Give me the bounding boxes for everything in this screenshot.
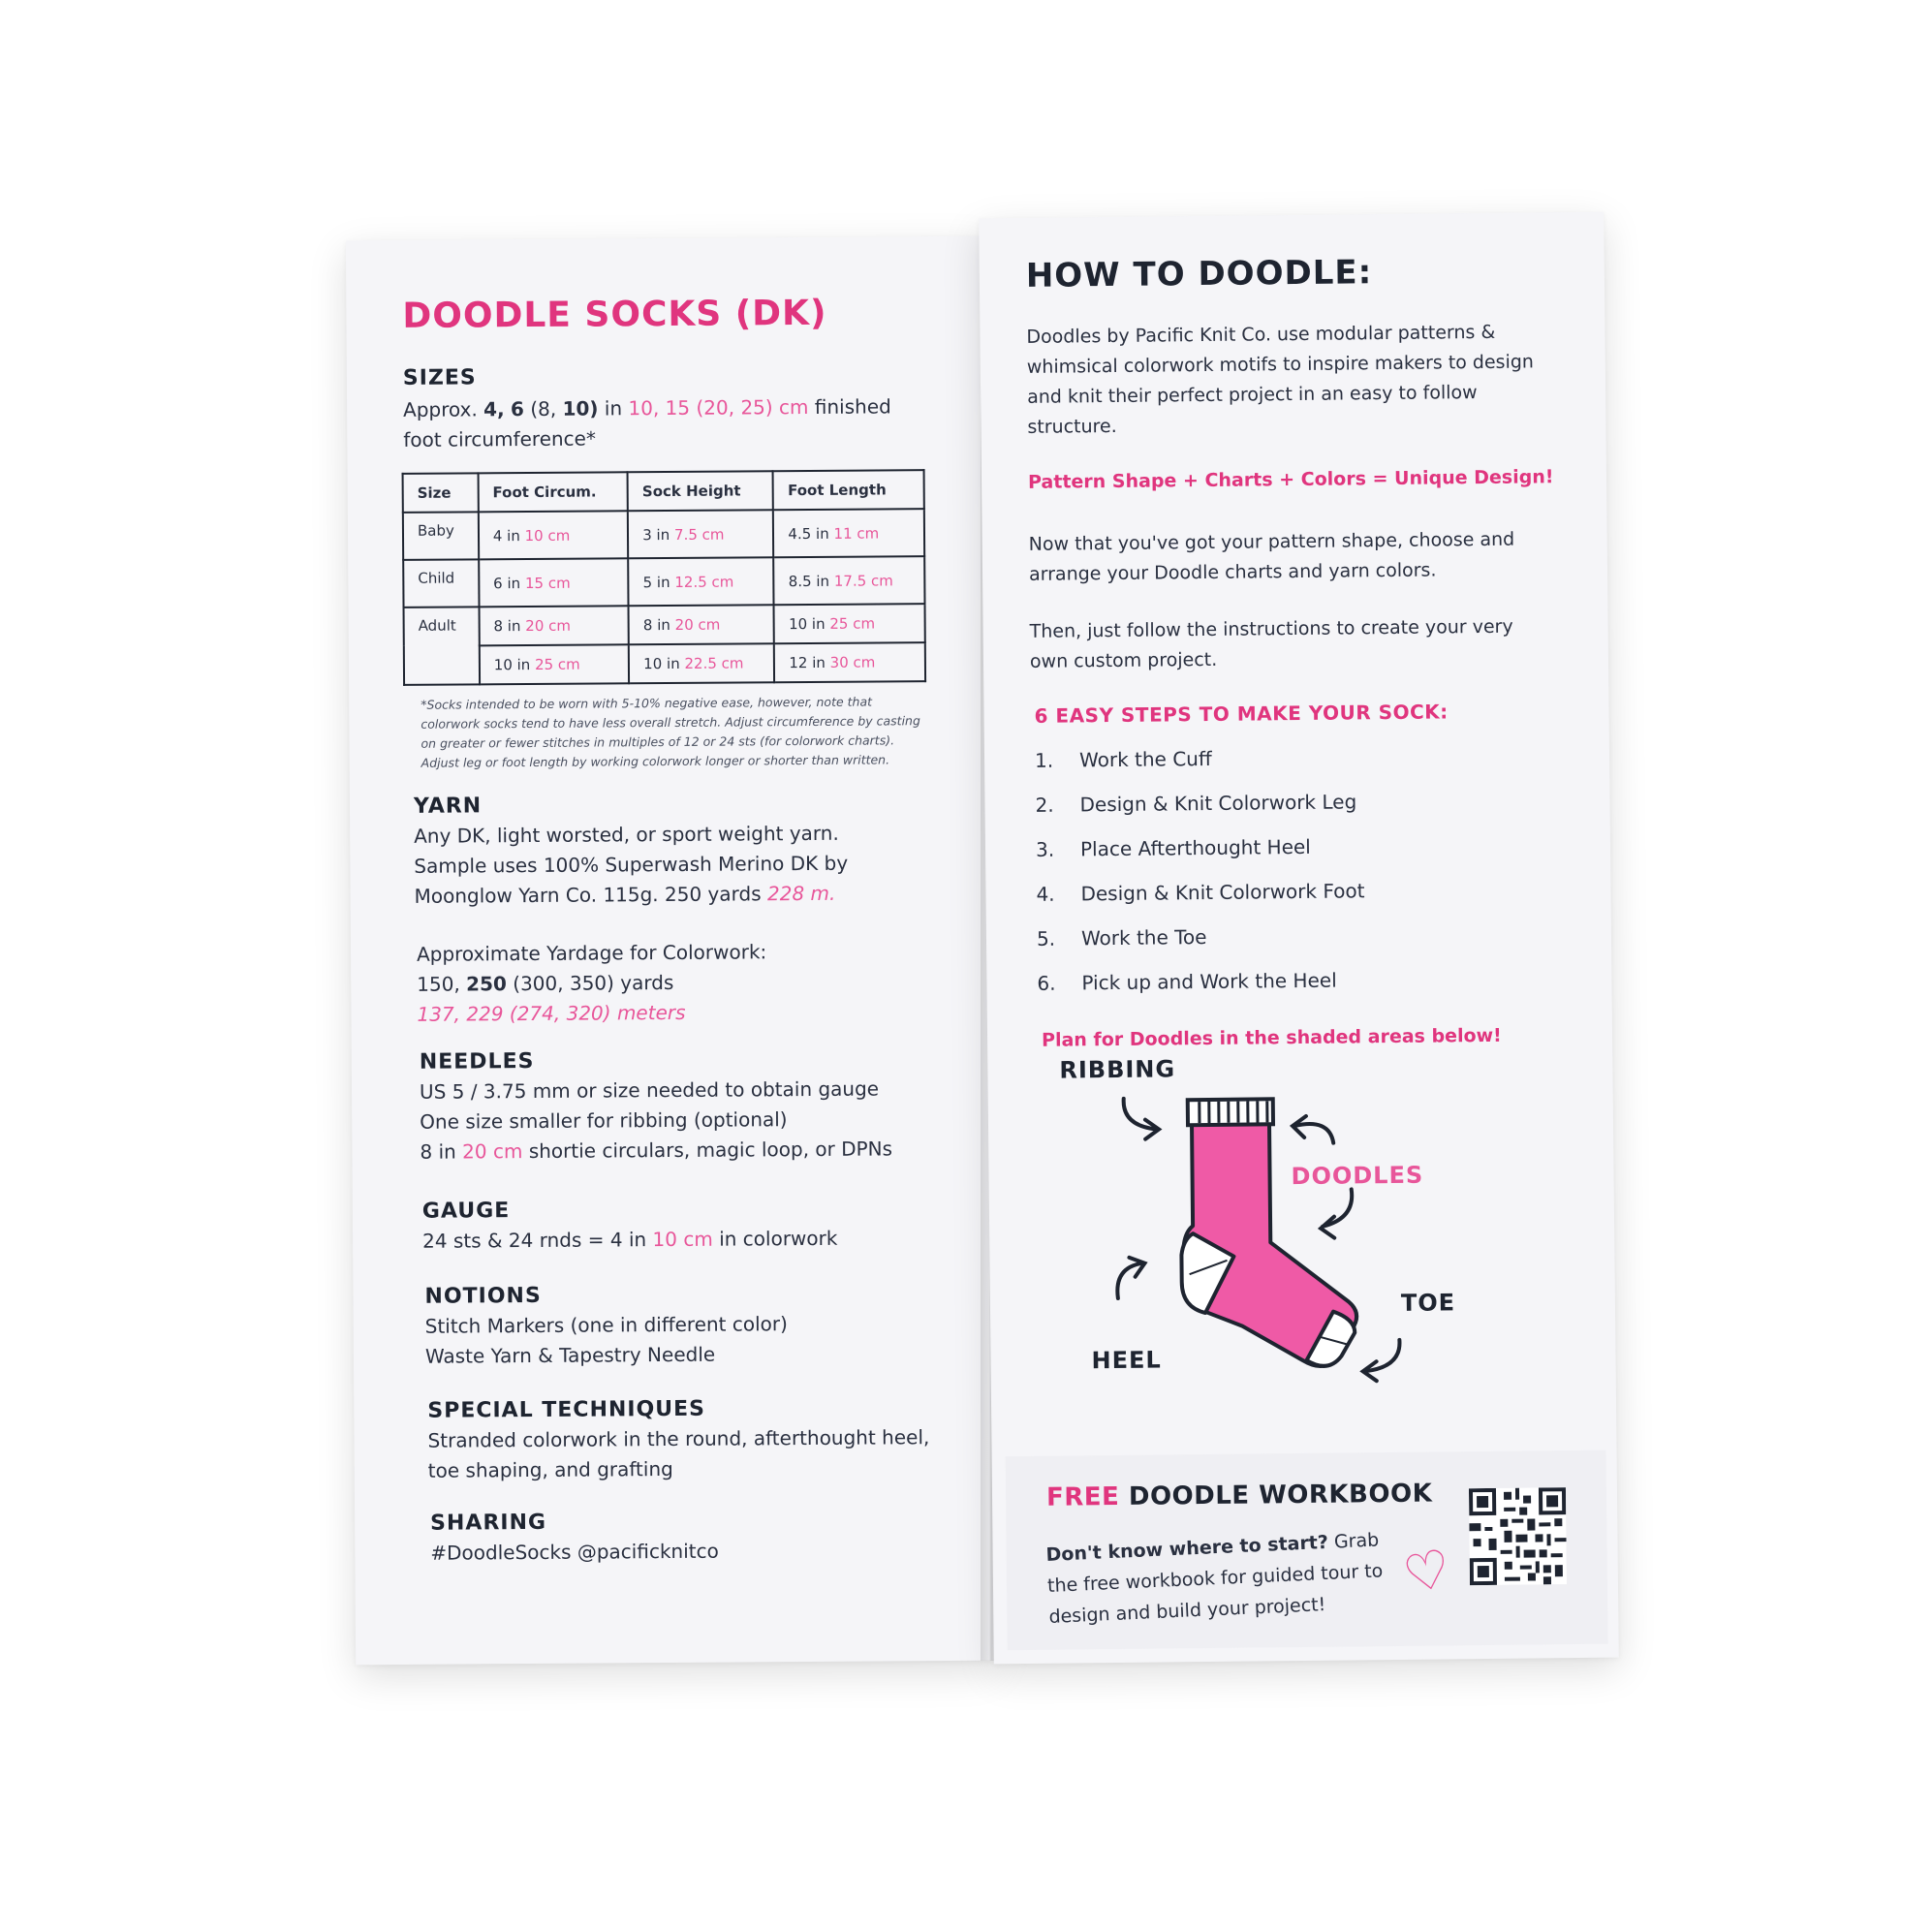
notions-heading: NOTIONS xyxy=(424,1283,542,1309)
special-techniques-heading: SPECIAL TECHNIQUES xyxy=(427,1396,706,1423)
table-header: Foot Circum. xyxy=(478,472,628,512)
needles-text: US 5 / 3.75 mm or size needed to obtain gauge One size smaller for ribbing (optional) 8 in 20 cm shortie circulars, magic loop, or DPNs xyxy=(419,1076,893,1164)
yardage-text: Approximate Yardage for Colorwork: 150, 250 (300, 350) yards 137, 229 (274, 320) meters xyxy=(416,940,767,1026)
table-header-row xyxy=(403,470,924,513)
step-item: 6. Pick up and Work the Heel xyxy=(1037,968,1337,995)
table-row xyxy=(404,604,925,646)
table-header: Sock Height xyxy=(628,471,773,511)
sharing-text: #DoodleSocks @pacificknitco xyxy=(430,1539,719,1565)
needles-heading: NEEDLES xyxy=(419,1048,535,1075)
doodles-label: DOODLES xyxy=(1291,1161,1424,1191)
table-cell: 10 in 25 cm xyxy=(774,604,925,643)
qr-code-icon[interactable] xyxy=(1469,1487,1567,1585)
yarn-text: Any DK, light worsted, or sport weight yarn. Sample uses 100% Superwash Merino DK by Moonglow Yarn Co. 115g. 250 yards 228 m. xyxy=(414,821,849,908)
table-row xyxy=(404,642,925,685)
table-cell: 10 in 22.5 cm xyxy=(629,643,774,683)
table-cell: 8.5 in 17.5 cm xyxy=(774,556,925,605)
table-cell: 4 in 10 cm xyxy=(479,511,629,559)
toe-label: TOE xyxy=(1400,1289,1456,1317)
sizes-heading: SIZES xyxy=(402,365,477,390)
size-cell: Adult xyxy=(404,607,480,685)
table-cell: 8 in 20 cm xyxy=(629,605,774,644)
step-item: 1. Work the Cuff xyxy=(1034,746,1212,772)
table-cell: 8 in 20 cm xyxy=(479,606,629,645)
notions-text: Stitch Markers (one in different color) Waste Yarn & Tapestry Needle xyxy=(424,1312,788,1368)
heel-label: HEEL xyxy=(1091,1346,1162,1375)
pattern-title: DOODLE SOCKS (DK) xyxy=(402,293,827,336)
how-to-title: HOW TO DOODLE: xyxy=(1025,253,1373,296)
step-item: 2. Design & Knit Colorwork Leg xyxy=(1035,790,1357,817)
size-cell: Baby xyxy=(403,512,479,560)
sharing-heading: SHARING xyxy=(430,1510,547,1536)
table-cell: 3 in 7.5 cm xyxy=(628,510,774,558)
gauge-text: 24 sts & 24 rnds = 4 in 10 cm in colorwork xyxy=(422,1226,838,1253)
ribbing-label: RIBBING xyxy=(1059,1055,1176,1084)
shape-text: Now that you've got your pattern shape, choose and arrange your Doodle charts and yarn colors. xyxy=(1028,528,1515,585)
sizes-text: Approx. 4, 6 (8, 10) in 10, 15 (20, 25) cm finished foot circumference* xyxy=(403,394,891,452)
step-item: 5. Work the Toe xyxy=(1036,924,1207,950)
table-row xyxy=(403,509,924,560)
sock-diagram xyxy=(1026,1047,1437,1429)
table-cell: 4.5 in 11 cm xyxy=(773,509,924,557)
yarn-heading: YARN xyxy=(413,794,483,819)
right-page xyxy=(979,212,1619,1665)
table-header: Size xyxy=(403,473,479,513)
table-cell: 12 in 30 cm xyxy=(774,642,925,682)
table-header: Foot Length xyxy=(773,470,924,510)
steps-heading: 6 EASY STEPS TO MAKE YOUR SOCK: xyxy=(1034,700,1449,728)
formula-text: Pattern Shape + Charts + Colors = Unique Design! xyxy=(1027,466,1554,493)
plan-text: Plan for Doodles in the shaded areas below! xyxy=(1041,1024,1502,1051)
workbook-promo xyxy=(1006,1450,1608,1650)
workbook-title: FREE DOODLE WORKBOOK xyxy=(1045,1479,1433,1512)
size-cell: Child xyxy=(403,559,479,608)
table-cell: 6 in 15 cm xyxy=(479,558,629,607)
workbook-text: Don't know where to start? Grab the free workbook for guided tour to design and build your project! xyxy=(1045,1529,1384,1628)
table-cell: 10 in 25 cm xyxy=(480,644,630,684)
gauge-heading: GAUGE xyxy=(421,1199,511,1224)
table-cell: 5 in 12.5 cm xyxy=(628,557,774,606)
intro-text: Doodles by Pacific Knit Co. use modular patterns & whimsical colorwork motifs to inspire makers to design and knit their perfect project in an easy to follow structure. xyxy=(1026,321,1535,438)
sizing-footnote: *Socks intended to be worn with 5-10% negative ease, however, note that colorwork socks tend to have less overall stretch. Adjust circumference by casting on greater or fewer stitches in multiples of 12 or 24 sts (for colorwork charts). Adjust leg or foot length by working colorwork longer or shorter than written. xyxy=(421,694,920,770)
heart-icon: ♡ xyxy=(1397,1537,1457,1607)
left-page xyxy=(346,236,995,1666)
table-row xyxy=(403,556,924,608)
step-item: 3. Place Afterthought Heel xyxy=(1035,834,1311,861)
step-item: 4. Design & Knit Colorwork Foot xyxy=(1036,879,1365,906)
special-techniques-text: Stranded colorwork in the round, afterthought heel, toe shaping, and grafting xyxy=(427,1425,930,1482)
instructions-text: Then, just follow the instructions to create your very own custom project. xyxy=(1029,615,1513,672)
sizes-table xyxy=(402,469,927,686)
